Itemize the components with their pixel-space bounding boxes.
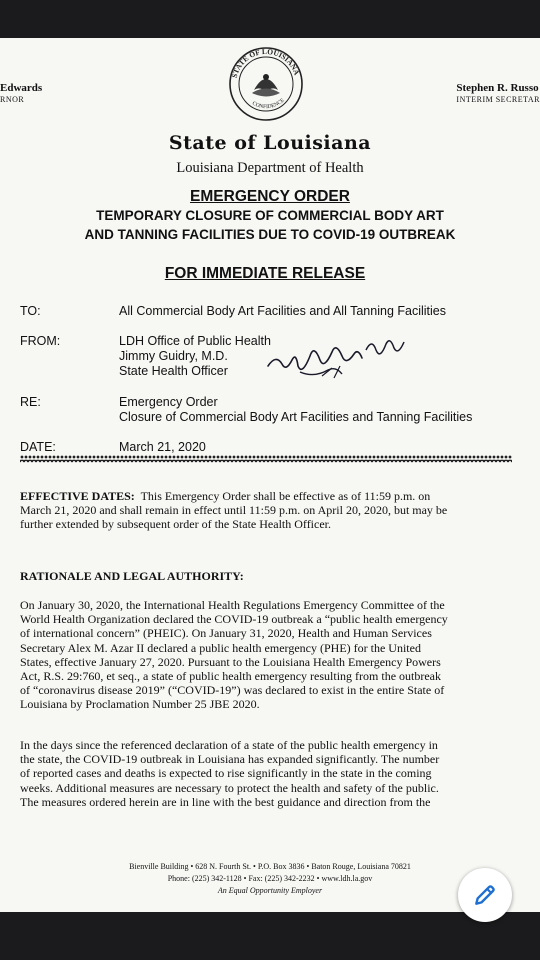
paragraph-line: Secretary Alex M. Azar II declared a public health emergency (PHE) for the United: [20, 640, 421, 655]
svg-text:STATE OF LOUISIANA: STATE OF LOUISIANA: [229, 46, 302, 79]
footer-address: Bienville Building • 628 N. Fourth St. • P.O. Box 3836 • Baton Rouge, Louisiana 70821: [129, 862, 411, 871]
effective-line2: March 21, 2020 and shall remain in effect until 11:59 p.m. on April 20, 2020, but may be: [20, 503, 448, 518]
louisiana-seal-icon: [228, 46, 304, 122]
paragraph-line: Louisiana by Proclamation Number 25 JBE 2020.: [20, 697, 260, 712]
date-value: March 21, 2020: [119, 440, 206, 454]
order-subtitle-line1: TEMPORARY CLOSURE OF COMMERCIAL BODY ART: [96, 208, 444, 223]
paragraph-line: Act, R.S. 29:760, et seq., a state of public health emergency resulting from the outbreak: [20, 669, 442, 684]
secretary-name: Stephen R. Russo: [456, 82, 539, 94]
paragraph-line: of “coronavirus disease 2019” (“COVID-19”) was declared to exist in the entire State of: [20, 683, 445, 698]
dotted-divider-lower: [20, 459, 512, 463]
order-subtitle-line2: AND TANNING FACILITIES DUE TO COVID-19 OUTBREAK: [84, 227, 456, 242]
paragraph-line: On January 30, 2020, the International Health Regulations Emergency Committee of the: [20, 598, 445, 612]
effective-line1: This Emergency Order shall be effective as of 11:59 p.m. on: [140, 489, 431, 503]
re-label: RE:: [20, 395, 41, 409]
to-label: TO:: [20, 304, 41, 318]
re-line1: Emergency Order: [119, 395, 218, 409]
state-title: State of Louisiana: [168, 132, 372, 154]
paragraph-line: of reported cases and deaths is expected to rise significantly in the state in the coming: [20, 766, 432, 781]
document-page: [0, 38, 540, 912]
effective-line3: further extended by subsequent order of the State Health Officer.: [20, 517, 332, 532]
paragraph-line: States, effective January 27, 2020. Pursuant to the Louisiana Health Emergency Powers: [20, 654, 441, 669]
effective-heading: EFFECTIVE DATES:: [20, 489, 135, 503]
paragraph-line: The measures ordered herein are in line with the best guidance and direction from the: [20, 794, 431, 809]
pencil-icon: [472, 882, 498, 908]
order-title: EMERGENCY ORDER: [190, 188, 350, 205]
governor-block: [0, 82, 42, 106]
signature-icon: [262, 326, 412, 386]
secretary-block: [456, 82, 540, 106]
edit-button[interactable]: [458, 868, 512, 922]
rationale-paragraph-2: [20, 738, 508, 809]
from-line1: LDH Office of Public Health: [119, 334, 271, 348]
from-line2: Jimmy Guidry, M.D.: [119, 349, 228, 363]
paragraph-line: weeks. Additional measures are necessary to protect the health and safety of the public.: [20, 780, 439, 795]
paragraph-line: the state, the COVID-19 outbreak in Louisiana has expanded significantly. The number: [20, 752, 440, 767]
secretary-title: INTERIM SECRETAR: [456, 95, 540, 104]
release-heading: FOR IMMEDIATE RELEASE: [164, 265, 366, 282]
re-line2: Closure of Commercial Body Art Facilities and Tanning Facilities: [119, 410, 473, 424]
paragraph-line: In the days since the referenced declaration of a state of the public health emergency in: [20, 738, 438, 752]
to-value: All Commercial Body Art Facilities and All Tanning Facilities: [119, 304, 446, 318]
governor-name: Edwards: [0, 82, 43, 94]
from-label: FROM:: [20, 334, 61, 348]
paragraph-line: World Health Organization declared the COVID-19 outbreak a “public health emergency: [20, 612, 448, 627]
date-label: DATE:: [20, 440, 56, 454]
rationale-heading: RATIONALE AND LEGAL AUTHORITY:: [20, 569, 244, 583]
department-name: Louisiana Department of Health: [176, 160, 364, 176]
governor-title: RNOR: [0, 95, 25, 104]
from-line3: State Health Officer: [119, 364, 228, 378]
footer-employer: An Equal Opportunity Employer: [217, 886, 323, 895]
paragraph-line: of international concern” (PHEIC). On January 31, 2020, Health and Human Services: [20, 626, 432, 641]
rationale-paragraph-1: [20, 598, 508, 712]
footer-phone: Phone: (225) 342-1128 • Fax: (225) 342-2232 • www.ldh.la.gov: [167, 874, 373, 883]
svg-text:CONFIDENCE: CONFIDENCE: [251, 97, 286, 111]
effective-dates-paragraph: [20, 489, 508, 532]
